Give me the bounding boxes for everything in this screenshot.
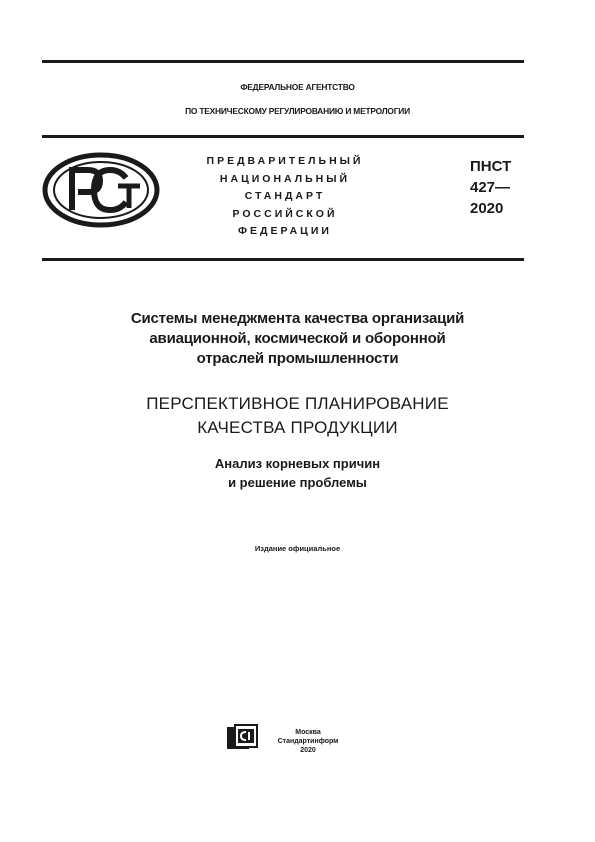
standard-type-line: РОССИЙСКОЙ (232, 207, 338, 220)
main-title (0, 392, 595, 440)
system-title-line: отраслей промышленности (196, 350, 399, 367)
publisher-city: Москва (295, 729, 321, 736)
publisher-info (252, 728, 364, 755)
standard-type (205, 153, 365, 241)
main-title-line: КАЧЕСТВА ПРОДУКЦИИ (197, 418, 398, 437)
publisher-year: 2020 (300, 747, 316, 754)
subtitle-line: Анализ корневых причин (214, 456, 381, 471)
agency-line-1: ФЕДЕРАЛЬНОЕ АГЕНТСТВО (240, 82, 355, 92)
main-title-line: ПЕРСПЕКТИВНОЕ ПЛАНИРОВАНИЕ (146, 394, 449, 413)
standard-type-line: СТАНДАРТ (244, 190, 326, 202)
system-title (0, 309, 595, 369)
standard-code (470, 156, 511, 219)
standard-type-line: ПРЕДВАРИТЕЛЬНЫЙ (206, 155, 364, 167)
system-title-line: Системы менеджмента качества организаций (130, 310, 465, 327)
agency-line-2: ПО ТЕХНИЧЕСКОМУ РЕГУЛИРОВАНИЮ И МЕТРОЛОГИИ (185, 106, 410, 116)
subtitle (0, 454, 595, 492)
standard-code-line: ПНСТ (470, 158, 512, 175)
publisher-name: Стандартинформ (277, 738, 339, 745)
header-rule (42, 135, 524, 138)
standard-type-line: НАЦИОНАЛЬНЫЙ (219, 172, 351, 185)
subtitle-line: и решение проблемы (228, 475, 367, 490)
title-rule (42, 258, 524, 261)
standard-code-line: 2020 (470, 200, 504, 217)
top-rule (42, 60, 524, 63)
standard-code-line: 427— (470, 179, 511, 196)
system-title-line: авиационной, космической и оборонной (149, 330, 446, 347)
edition-note: Издание официальное (254, 544, 341, 553)
standard-type-line: ФЕДЕРАЦИИ (238, 225, 332, 237)
gost-logo (42, 152, 160, 228)
